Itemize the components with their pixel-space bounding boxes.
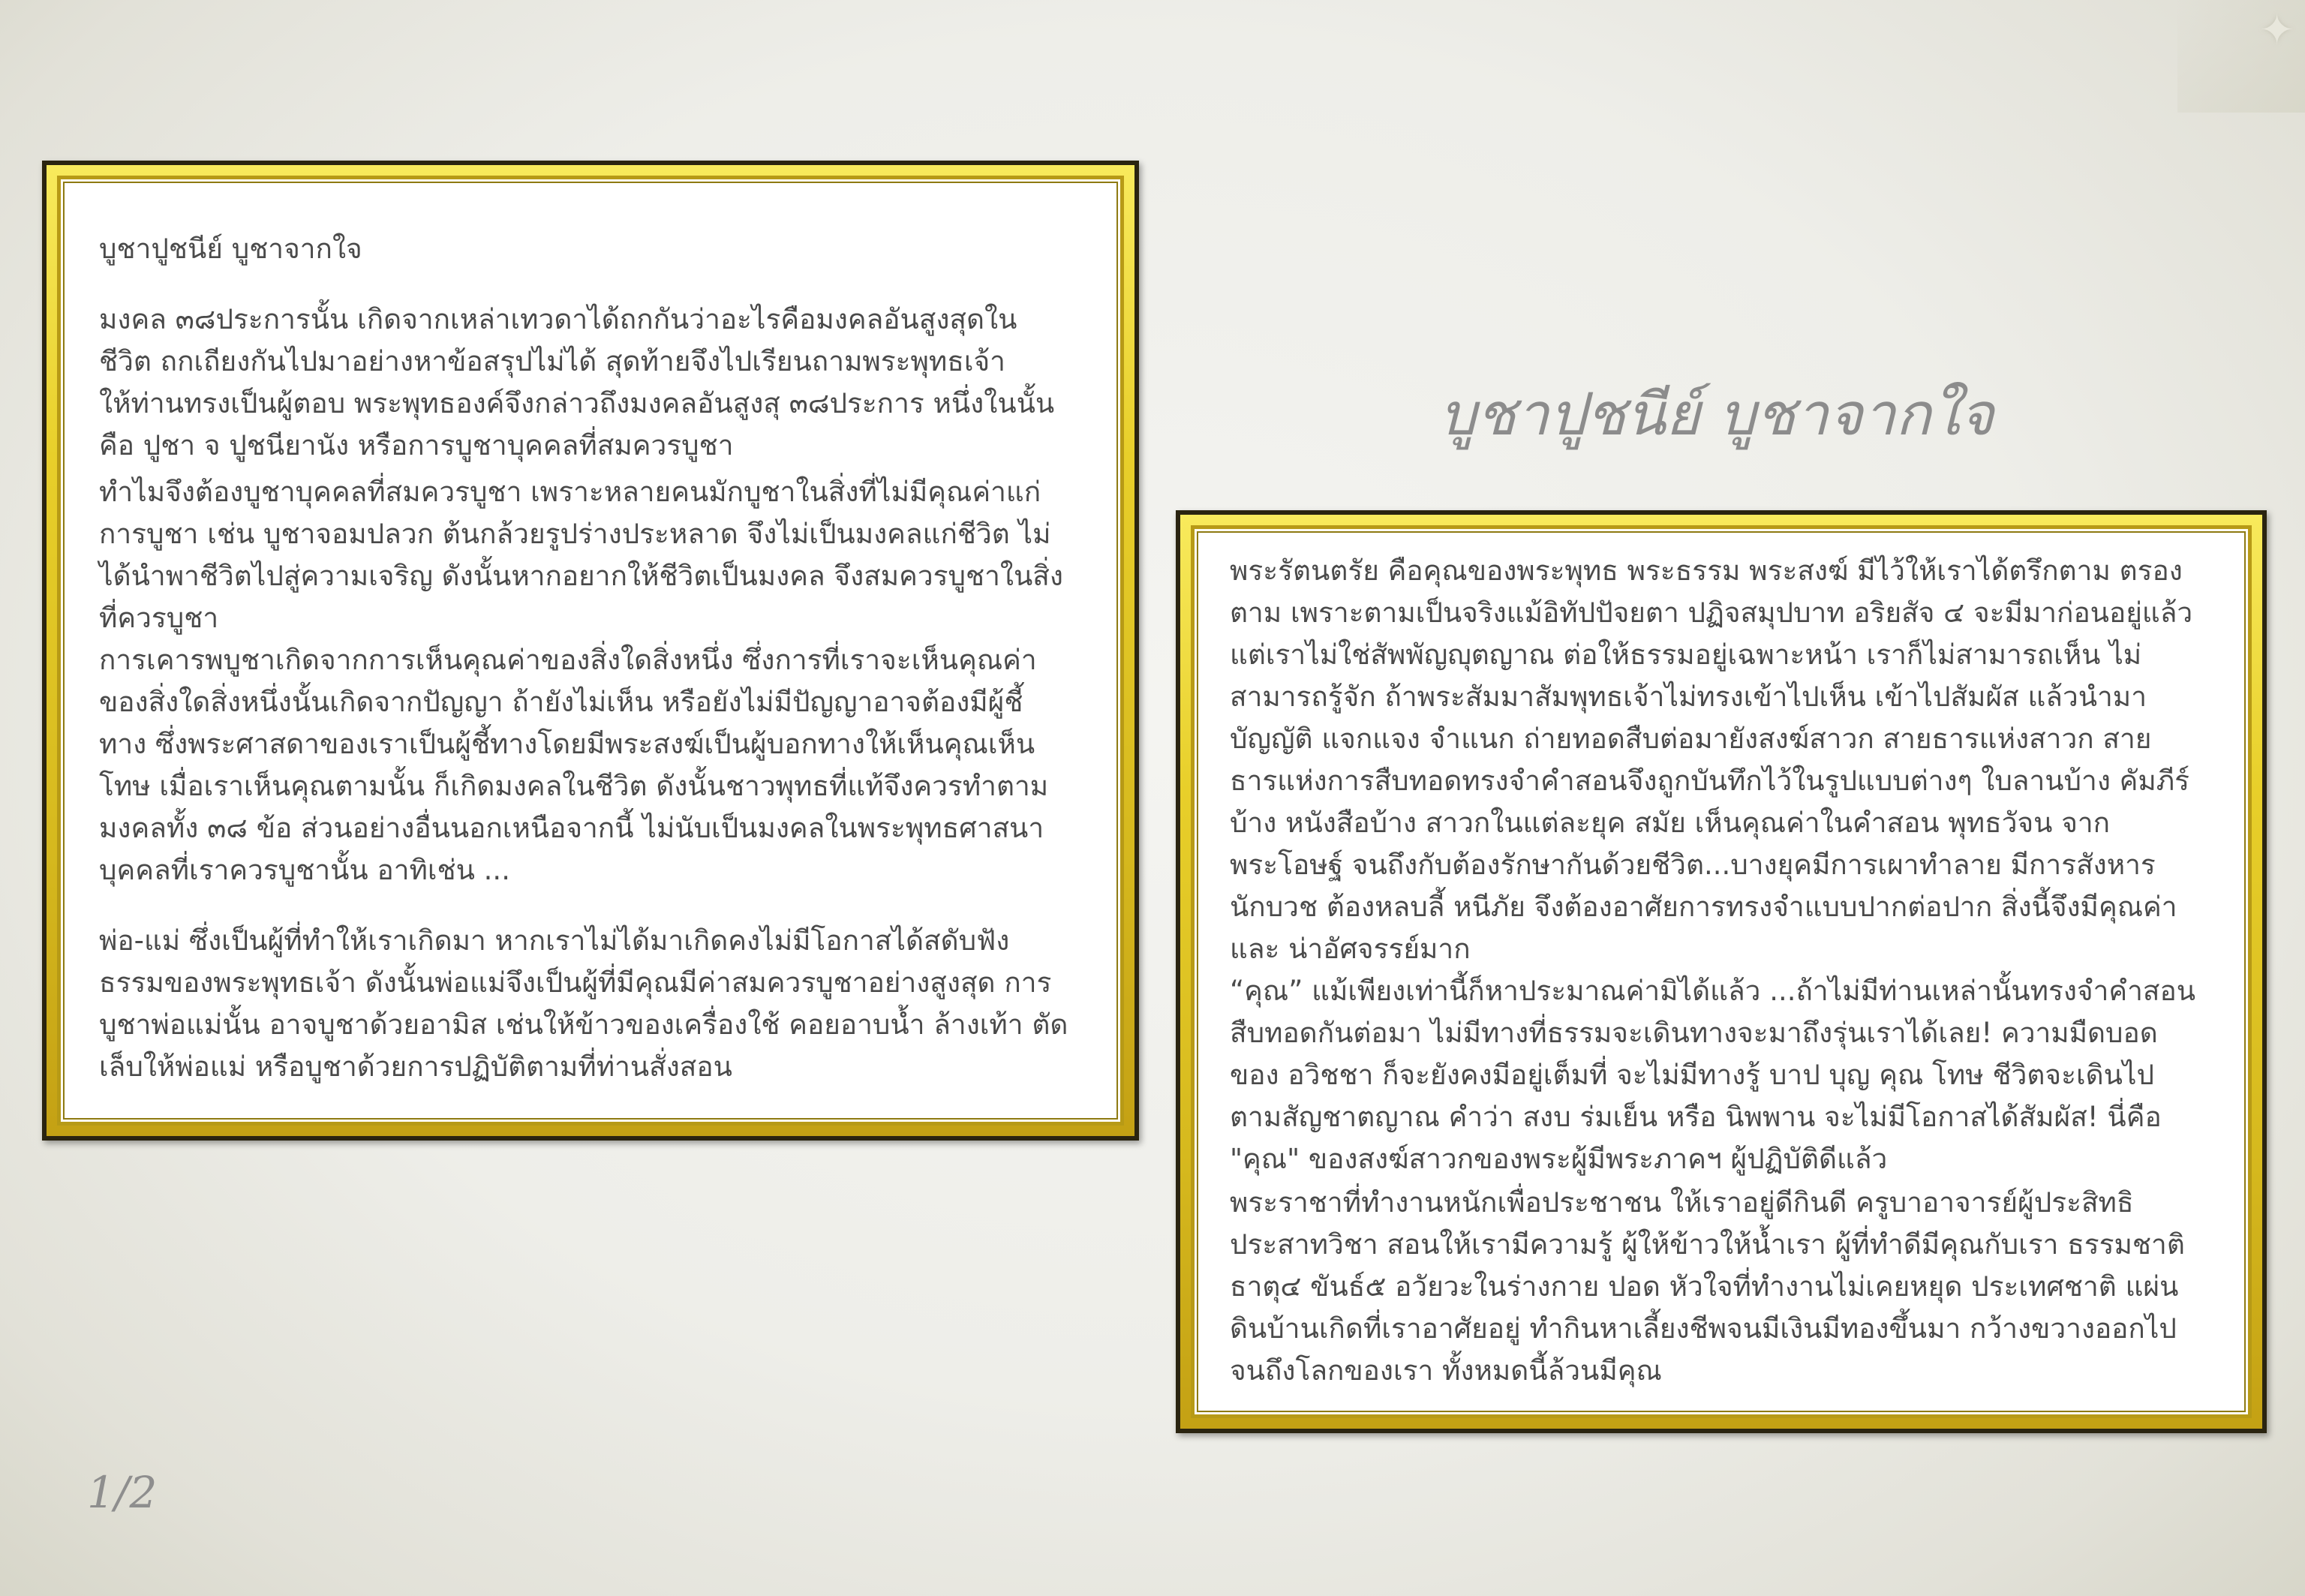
text-line: ของสิ่งใดสิ่งหนึ่งนั้นเกิดจากปัญญา ถ้ายังไม่เห็น หรือยังไม่มีปัญญาอาจต้องมีผู้ชี้ [99, 686, 1023, 718]
left-paragraph-2 [99, 471, 1101, 891]
left-panel-heading: บูชาปูชนีย์ บูชาจากใจ [99, 233, 362, 265]
text-line: ที่ควรบูชา [99, 602, 219, 634]
text-line: บุคคลที่เราควรบูชานั้น อาทิเช่น ... [99, 854, 510, 886]
text-line: ให้ท่านทรงเป็นผู้ตอบ พระพุทธองค์จึงกล่าวถึงมงคลอันสูงสุ ๓๘ประการ หนึ่งในนั้น [99, 387, 1055, 419]
text-line: แต่เราไม่ใช่สัพพัญญุตญาณ ต่อให้ธรรมอยู่เฉพาะหน้า เราก็ไม่สามารถเห็น ไม่ [1230, 639, 2142, 671]
text-line: การเคารพบูชาเกิดจากการเห็นคุณค่าของสิ่งใดสิ่งหนึ่ง ซึ่งการที่เราจะเห็นคุณค่า [99, 644, 1037, 676]
right-text-frame [1176, 510, 2267, 1433]
text-line: พระรัตนตรัย คือคุณของพระพุทธ พระธรรม พระสงฆ์ มีไว้ให้เราได้ตรึกตาม ตรอง [1230, 555, 2183, 587]
text-line: บัญญัติ แจกแจง จำแนก ถ่ายทอดสืบต่อมายังสงฆ์สาวก สายธารแห่งสาวก สาย [1230, 723, 2152, 755]
text-line: นักบวช ต้องหลบลี้ หนีภัย จึงต้องอาศัยการทรงจำแบบปากต่อปาก สิ่งนี้จึงมีคุณค่า [1230, 891, 2177, 923]
text-line: ตามสัญชาตญาณ คำว่า สงบ ร่มเย็น หรือ นิพพาน จะไม่มีโอกาสได้สัมผัส! นี่คือ [1230, 1101, 2162, 1133]
text-line: เล็บให้พ่อแม่ หรือบูชาด้วยการปฏิบัติตามที่ท่านสั่งสอน [99, 1050, 732, 1083]
right-paragraph-2 [1230, 1182, 2231, 1392]
text-line: จนถึงโลกของเรา ทั้งหมดนี้ล้วนมีคุณ [1230, 1354, 1662, 1387]
left-paragraph-3 [99, 920, 1101, 1088]
text-line: สืบทอดกันต่อมา ไม่มีทางที่ธรรมจะเดินทางจะมาถึงรุ่นเราได้เลย! ความมืดบอด [1230, 1017, 2158, 1049]
text-line: ประสาทวิชา สอนให้เรามีความรู้ ผู้ให้ข้าวให้น้ำเรา ผู้ที่ทำดีมีคุณกับเรา ธรรมชาติ [1230, 1228, 2185, 1261]
text-line: การบูชา เช่น บูชาจอมปลวก ต้นกล้วยรูปร่างประหลาด จึงไม่เป็นมงคลแก่ชีวิต ไม่ [99, 518, 1051, 550]
text-line: มงคล ๓๘ประการนั้น เกิดจากเหล่าเทวดาได้ถกกันว่าอะไรคือมงคลอันสูงสุดใน [99, 303, 1017, 335]
right-frame-inner [1191, 525, 2252, 1418]
text-line: คือ ปูชา จ ปูชนียานัง หรือการบูชาบุคคลที่สมควรบูชา [99, 429, 734, 461]
left-paragraph-1 [99, 299, 1101, 467]
text-line: "คุณ" ของสงฆ์สาวกของพระผู้มีพระภาคฯ ผู้ปฏิบัติดีแล้ว [1230, 1143, 1888, 1175]
text-line: และ น่าอัศจรรย์มาก [1230, 933, 1471, 965]
right-text-panel [1197, 531, 2246, 1412]
text-line: ตาม เพราะตามเป็นจริงแม้อิทัปปัจยตา ปฏิจสมุปบาท อริยสัจ ๔ จะมีมาก่อนอยู่แล้ว [1230, 597, 2193, 629]
star-icon: ✦ [2259, 6, 2294, 55]
text-line: โทษ เมื่อเราเห็นคุณตามนั้น ก็เกิดมงคลในชีวิต ดังนั้นชาวพุทธที่แท้จึงควรทำตาม [99, 770, 1049, 802]
text-line: ทำไมจึงต้องบูชาบุคคลที่สมควรบูชา เพราะหลายคนมักบูชาในสิ่งที่ไม่มีคุณค่าแก่ [99, 476, 1041, 508]
text-line: “คุณ” แม้เพียงเท่านี้ก็หาประมาณค่ามิได้แล้ว ...ถ้าไม่มีท่านเหล่านั้นทรงจำคำสอน [1230, 975, 2195, 1007]
text-line: สามารถรู้จัก ถ้าพระสัมมาสัมพุทธเจ้าไม่ทรงเข้าไปเห็น เข้าไปสัมผัส แล้วนำมา [1230, 681, 2147, 713]
text-line: ของ อวิชชา ก็จะยังคงมีอยู่เต็มที่ จะไม่มีทางรู้ บาป บุญ คุณ โทษ ชีวิตจะเดินไป [1230, 1059, 2155, 1091]
text-line: พ่อ-แม่ ซึ่งเป็นผู้ที่ทำให้เราเกิดมา หากเราไม่ได้มาเกิดคงไม่มีโอกาสได้สดับฟัง [99, 924, 1010, 957]
slide-title: บูชาปูชนีย์ บูชาจากใจ [1439, 381, 1994, 449]
text-line: ธรรมของพระพุทธเจ้า ดังนั้นพ่อแม่จึงเป็นผู้ที่มีคุณมีค่าสมควรบูชาอย่างสูงสุด การ [99, 966, 1052, 999]
text-line: ธารแห่งการสืบทอดทรงจำคำสอนจึงถูกบันทึกไว้ในรูปแบบต่างๆ ใบลานบ้าง คัมภีร์ [1230, 765, 2190, 797]
text-line: บูชาพ่อแม่นั้น อาจบูชาด้วยอามิส เช่นให้ข้าวของเครื่องใช้ คอยอาบน้ำ ล้างเท้า ตัด [99, 1008, 1068, 1041]
page-number: 1/2 [87, 1467, 158, 1518]
right-paragraph-1 [1230, 550, 2231, 1180]
left-text-panel [63, 182, 1118, 1120]
corner-decoration [2177, 0, 2305, 113]
text-line: ทาง ซึ่งพระศาสดาของเราเป็นผู้ชี้ทางโดยมีพระสงฆ์เป็นผู้บอกทางให้เห็นคุณเห็น [99, 728, 1035, 760]
text-line: บ้าง หนังสือบ้าง สาวกในแต่ละยุค สมัย เห็นคุณค่าในคำสอน พุทธวัจน จาก [1230, 807, 2111, 839]
text-line: ธาตุ๔ ขันธ์๕ อวัยวะในร่างกาย ปอด หัวใจที่ทำงานไม่เคยหยุด ประเทศชาติ แผ่น [1230, 1270, 2179, 1303]
text-line: มงคลทั้ง ๓๘ ข้อ ส่วนอย่างอื่นนอกเหนือจากนี้ ไม่นับเป็นมงคลในพระพุทธศาสนา [99, 812, 1044, 844]
text-line: ดินบ้านเกิดที่เราอาศัยอยู่ ทำกินหาเลี้ยงชีพจนมีเงินมีทองขึ้นมา กว้างขวางออกไป [1230, 1312, 2177, 1345]
left-text-frame [42, 161, 1139, 1141]
text-line: พระโอษฐ์ จนถึงกับต้องรักษากันด้วยชีวิต...บางยุคมีการเผาทำลาย มีการสังหาร [1230, 849, 2156, 881]
text-line: ชีวิต ถกเถียงกันไปมาอย่างหาข้อสรุปไม่ได้ สุดท้ายจึงไปเรียนถามพระพุทธเจ้า [99, 345, 1005, 377]
text-line: พระราชาที่ทำงานหนักเพื่อประชาชน ให้เราอยู่ดีกินดี ครูบาอาจารย์ผู้ประสิทธิ [1230, 1186, 2134, 1219]
text-line: ได้นำพาชีวิตไปสู่ความเจริญ ดังนั้นหากอยากให้ชีวิตเป็นมงคล จึงสมควรบูชาในสิ่ง [99, 560, 1063, 592]
left-frame-inner [57, 176, 1124, 1126]
